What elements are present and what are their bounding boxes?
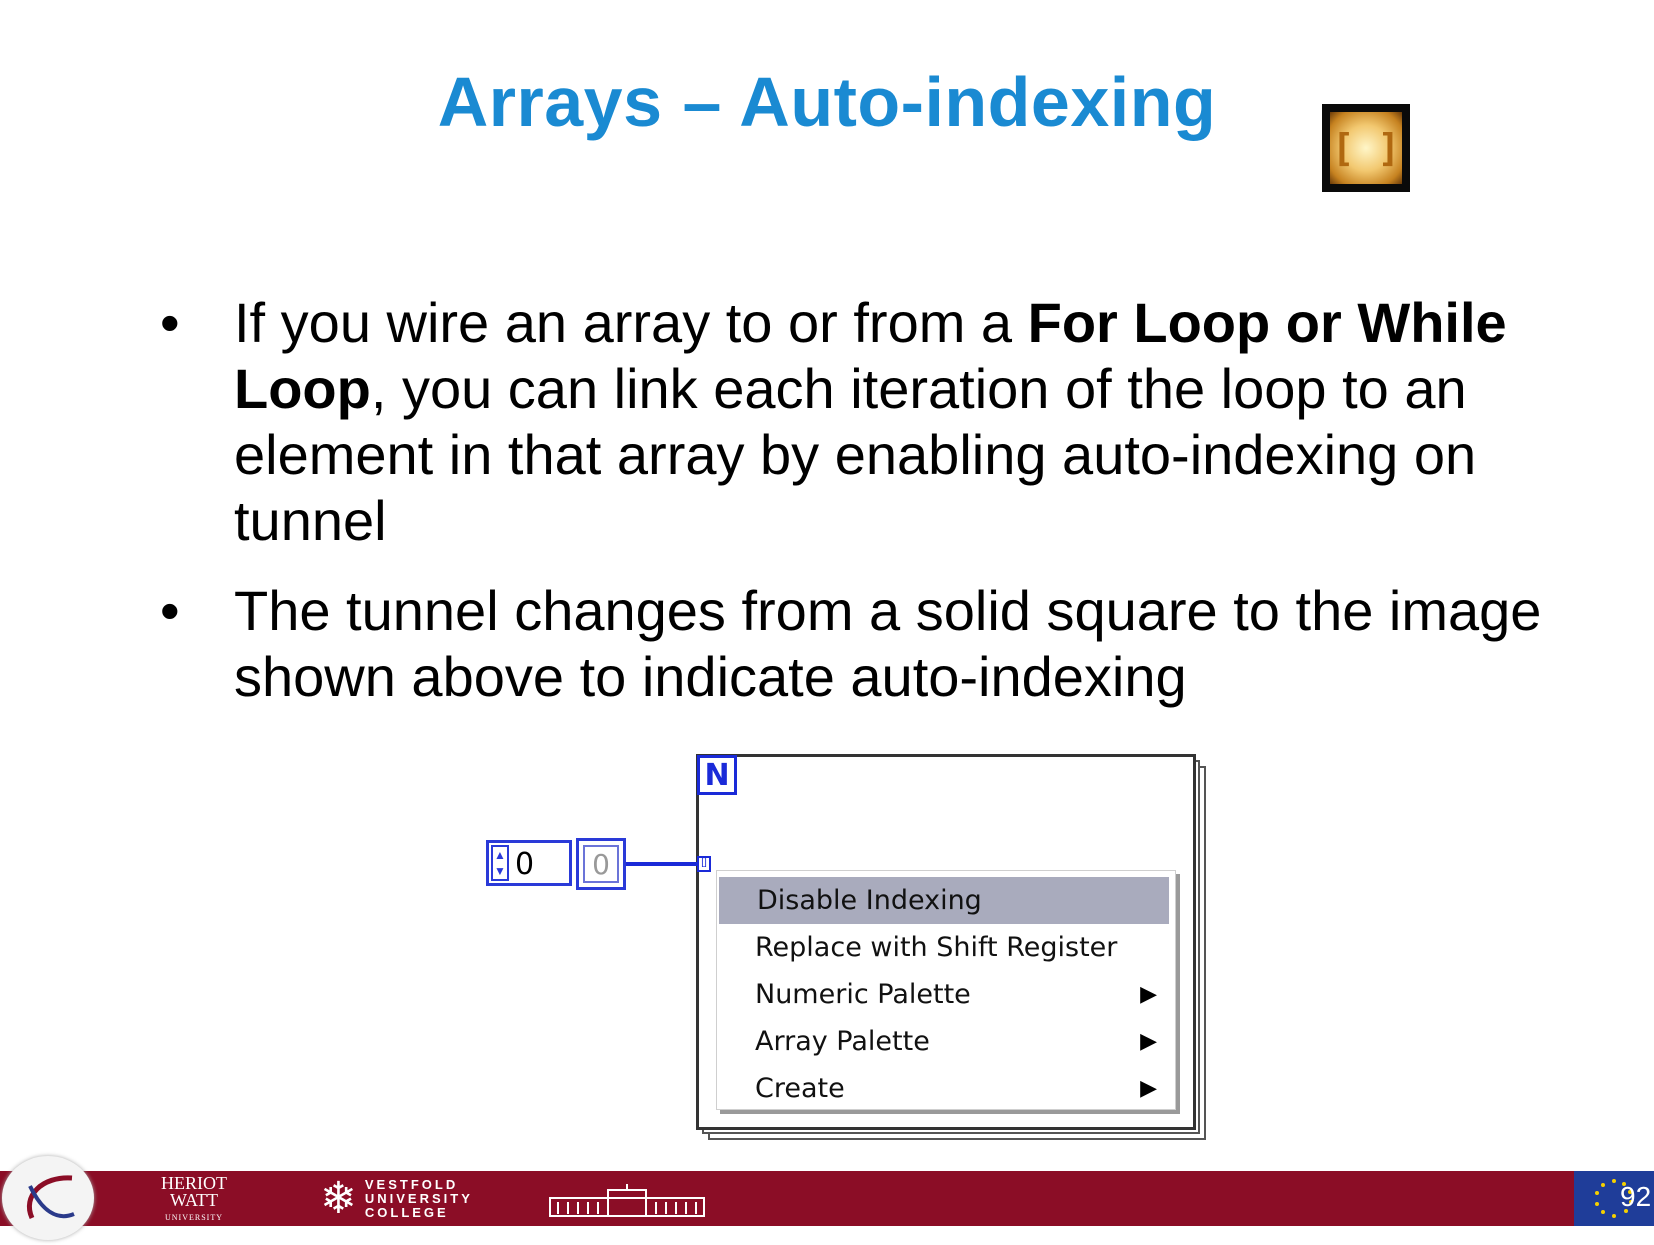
bullet-item (150, 290, 1550, 554)
menu-item-label: Numeric Palette (755, 979, 971, 1010)
array-element[interactable] (576, 838, 626, 890)
auto-index-tunnel-icon: [ ] (1322, 104, 1410, 192)
numeric-array-control[interactable] (486, 840, 572, 886)
array-wire[interactable] (626, 862, 698, 866)
building-logo-icon (548, 1184, 706, 1218)
logo-text: HERIOT (161, 1173, 227, 1193)
submenu-arrow-icon: ▶ (1140, 982, 1157, 1007)
swirl-logo-icon (2, 1156, 94, 1240)
submenu-arrow-icon: ▶ (1140, 1076, 1157, 1101)
for-loop-diagram (480, 750, 1240, 1150)
logo-text: COLLEGE (364, 1205, 449, 1220)
slide-title: Arrays – Auto-indexing (437, 63, 1217, 141)
menu-item-replace-with-shift-register[interactable] (717, 924, 1175, 971)
bullet-text: If you wire an array to or from a (234, 291, 1028, 354)
bullet-bold-text: For Loop or While Loop (234, 291, 1507, 420)
menu-item-label: Create (755, 1073, 845, 1104)
menu-item-create[interactable] (717, 1065, 1175, 1112)
logo-text: VESTFOLD (364, 1177, 459, 1192)
logo-text: UNIVERSITY (165, 1213, 223, 1222)
menu-item-numeric-palette[interactable] (717, 971, 1175, 1018)
context-menu (716, 870, 1176, 1110)
bullet-marker: • (160, 579, 180, 642)
bullet-text: , you can link each iteration of the loop to an element in that array by enabling auto-indexing on tunnel (234, 357, 1477, 552)
bullet-list (150, 290, 1550, 734)
menu-item-array-palette[interactable] (717, 1018, 1175, 1065)
footer-divider (0, 1226, 1654, 1240)
snowflake-icon: ❄ (320, 1174, 357, 1223)
loop-count-terminal[interactable]: N (697, 755, 737, 795)
menu-item-disable-indexing[interactable] (719, 877, 1169, 924)
bullet-item (150, 578, 1550, 710)
menu-item-label: Array Palette (755, 1026, 930, 1057)
increment-decrement-icon[interactable]: ▲ ▼ (491, 845, 509, 881)
array-element-value: 0 (583, 845, 619, 883)
vestfold-logo (320, 1174, 473, 1223)
footer-bar (0, 1171, 1654, 1226)
bullet-text: The tunnel changes from a solid square to the image shown above to indicate auto-indexing (234, 579, 1542, 708)
menu-item-label: Disable Indexing (757, 885, 982, 916)
menu-item-label: Replace with Shift Register (755, 932, 1118, 963)
control-value: 0 (515, 847, 535, 882)
logo-text: WATT (170, 1190, 218, 1210)
logo-text: UNIVERSITY (364, 1191, 473, 1206)
indexing-tunnel[interactable]: [] (697, 856, 711, 872)
heriot-watt-logo (152, 1175, 236, 1226)
bullet-marker: • (160, 291, 180, 354)
slide-number: 92 (1620, 1181, 1652, 1212)
submenu-arrow-icon: ▶ (1140, 1029, 1157, 1054)
